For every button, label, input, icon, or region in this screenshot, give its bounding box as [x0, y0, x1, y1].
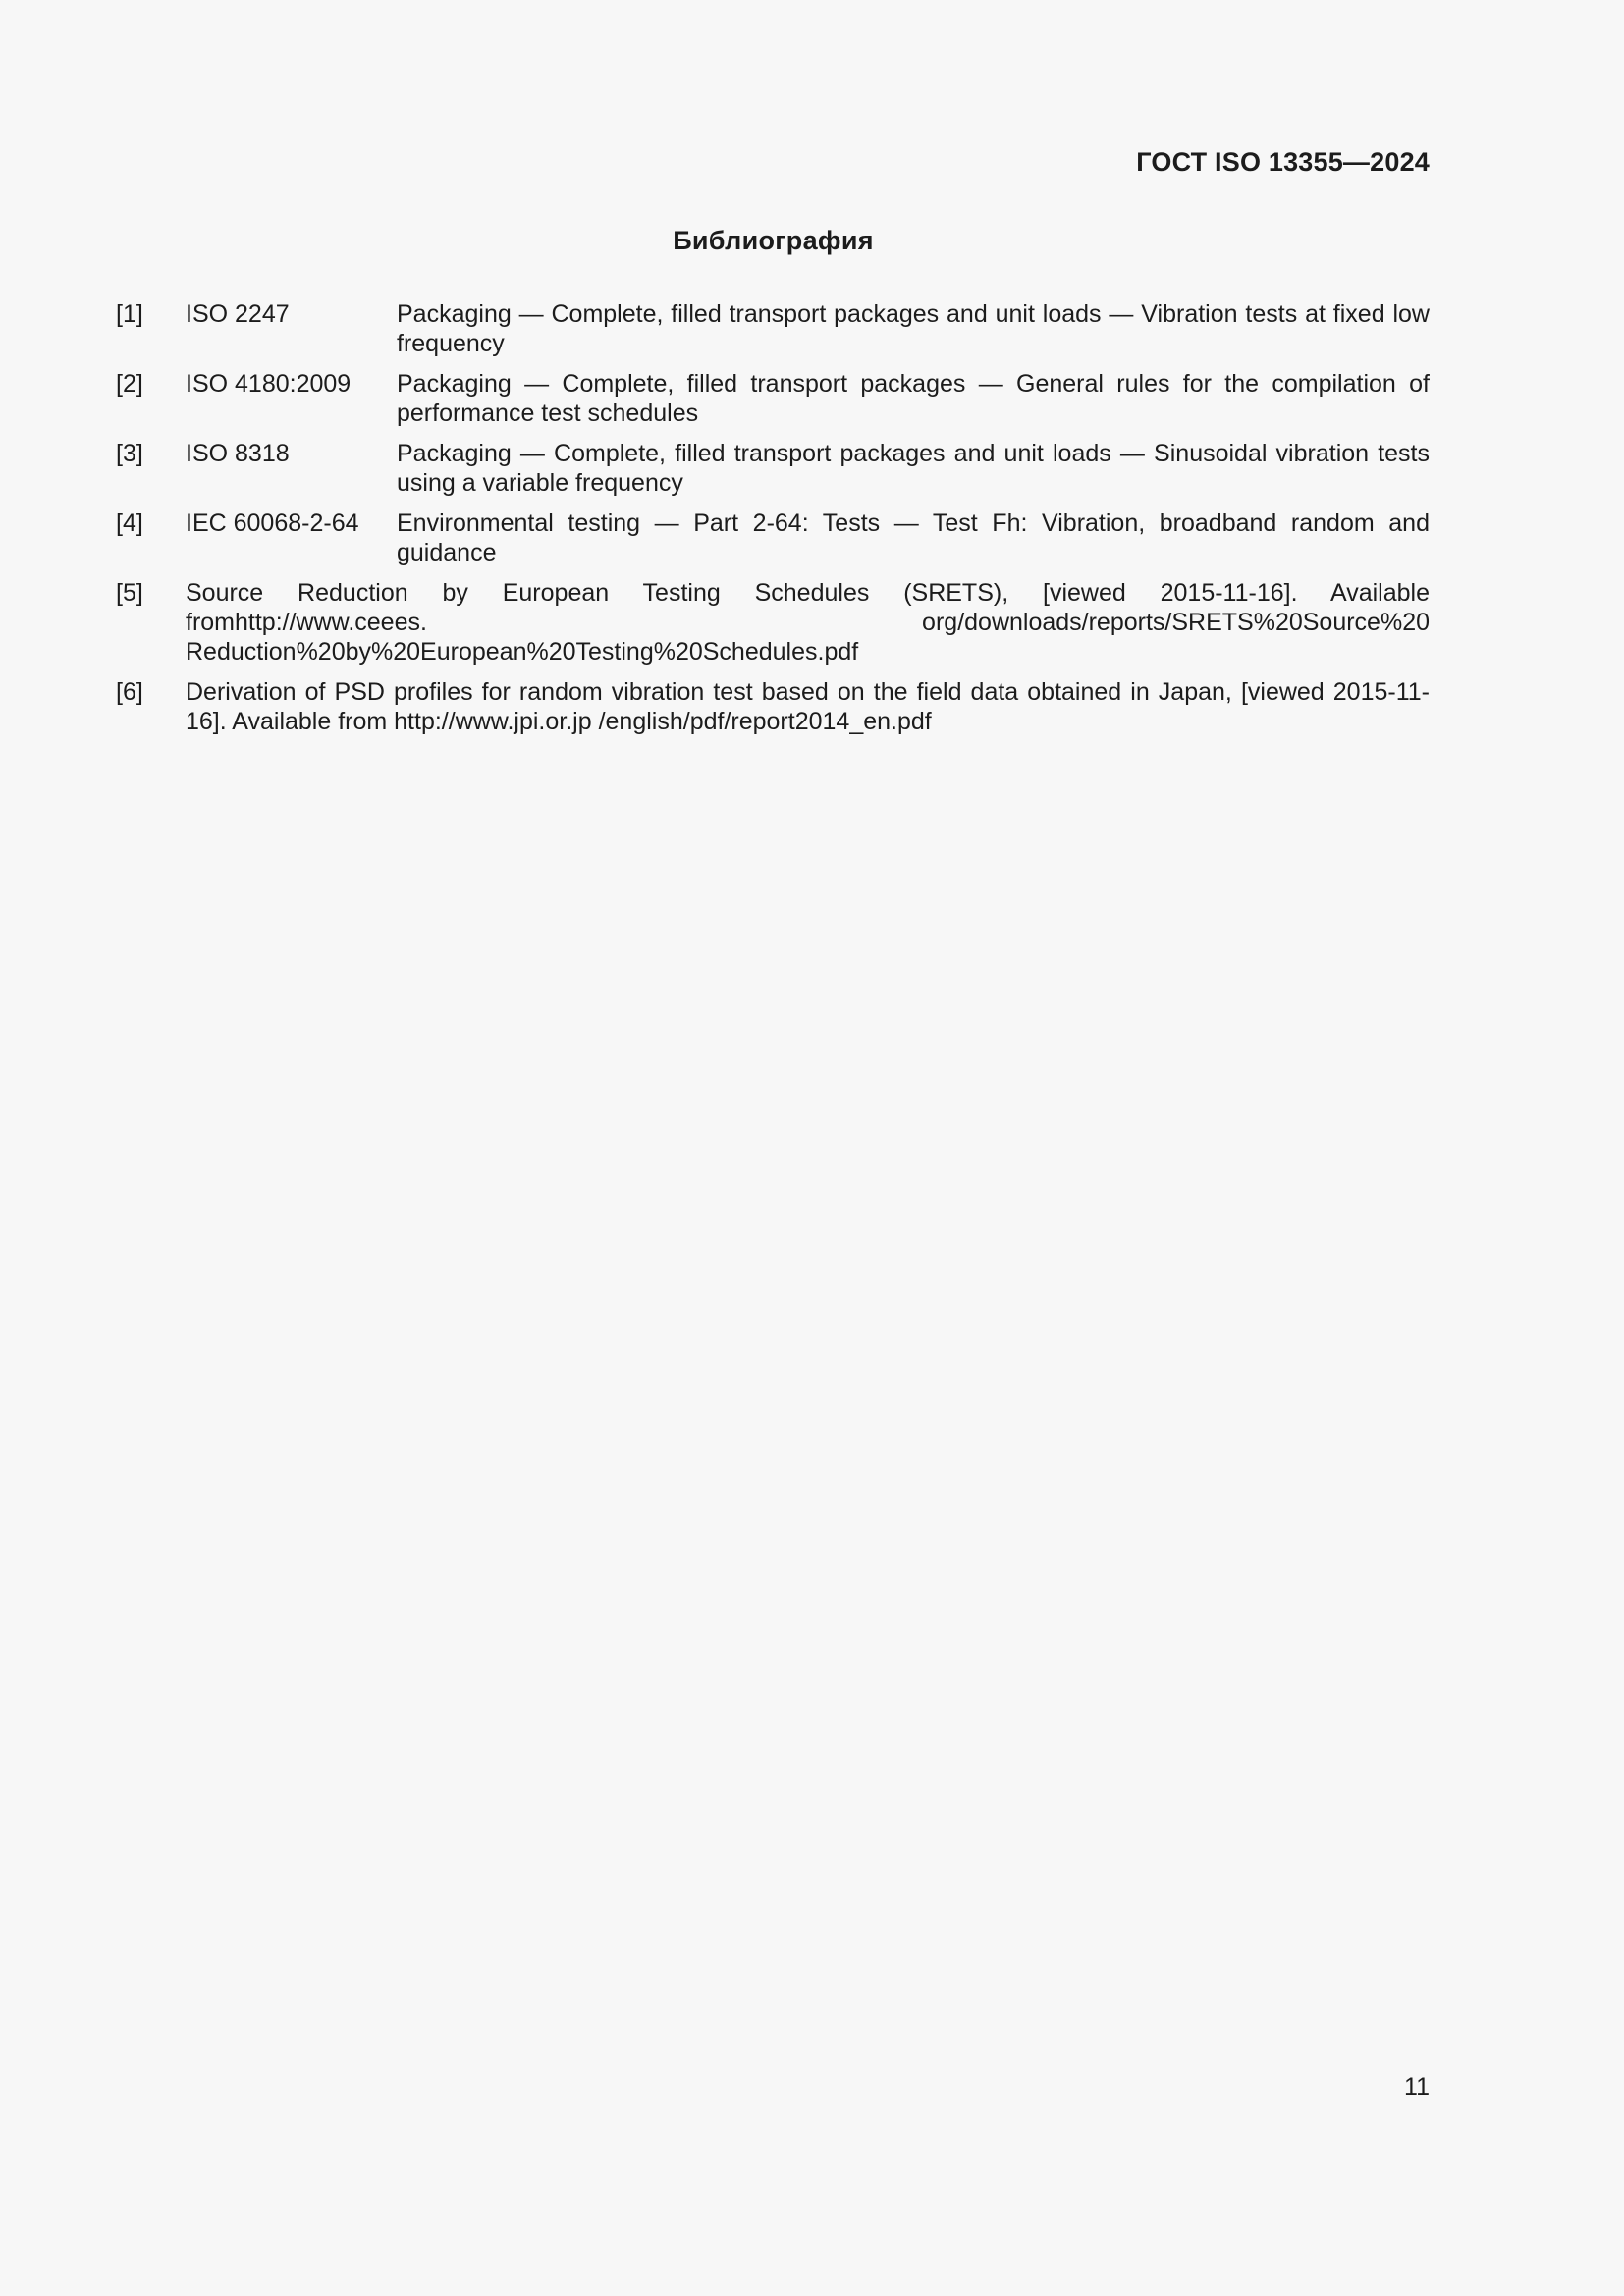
entry-number: [4] [116, 509, 143, 537]
bibliography-list [116, 299, 1430, 747]
document-designation: ГОСТ ISO 13355—2024 [1136, 147, 1430, 177]
bibliography-entry-1 [116, 299, 1430, 358]
entry-number: [3] [116, 440, 143, 467]
entry-number: [2] [116, 370, 143, 398]
standard-code: ISO 8318 [186, 440, 290, 467]
section-title: Библиография [673, 226, 874, 255]
bibliography-entry-3 [116, 439, 1430, 498]
bibliography-entry-6 [116, 677, 1430, 736]
bibliography-entry-5 [116, 578, 1430, 667]
standard-title: Packaging — Complete, filled transport packages and unit loads — Sinusoidal vibration tests using a variable frequency [397, 440, 1430, 497]
standard-title: Packaging — Complete, filled transport packages — General rules for the compilation of performance test schedules [397, 370, 1430, 427]
bibliography-entry-4 [116, 508, 1430, 567]
page-number: 11 [1404, 2073, 1430, 2101]
standard-code: IEC 60068-2-64 [186, 509, 359, 537]
reference-text: Derivation of PSD profiles for random vibration test based on the field data obtained in Japan, [viewed 2015-11-16]. Available from http://www.jpi.or.jp /english/pdf/report2014_en.pdf [186, 678, 1430, 735]
standard-code: ISO 2247 [186, 300, 290, 328]
standard-title: Packaging — Complete, filled transport packages and unit loads — Vibration tests at fixed low frequency [397, 300, 1430, 357]
standard-title: Environmental testing — Part 2-64: Tests — Test Fh: Vibration, broadband random and guidance [397, 509, 1430, 566]
reference-text: Source Reduction by European Testing Schedules (SRETS), [viewed 2015-11-16]. Available fromhttp://www.ceees. org/downloads/reports/SRETS%20Source%20 Reduction%20by%20European%20Testing%20Schedules.pdf [186, 579, 1430, 666]
entry-number: [5] [116, 579, 143, 607]
standard-code: ISO 4180:2009 [186, 370, 352, 398]
bibliography-entry-2 [116, 369, 1430, 428]
entry-number: [6] [116, 678, 143, 706]
entry-number: [1] [116, 300, 143, 328]
